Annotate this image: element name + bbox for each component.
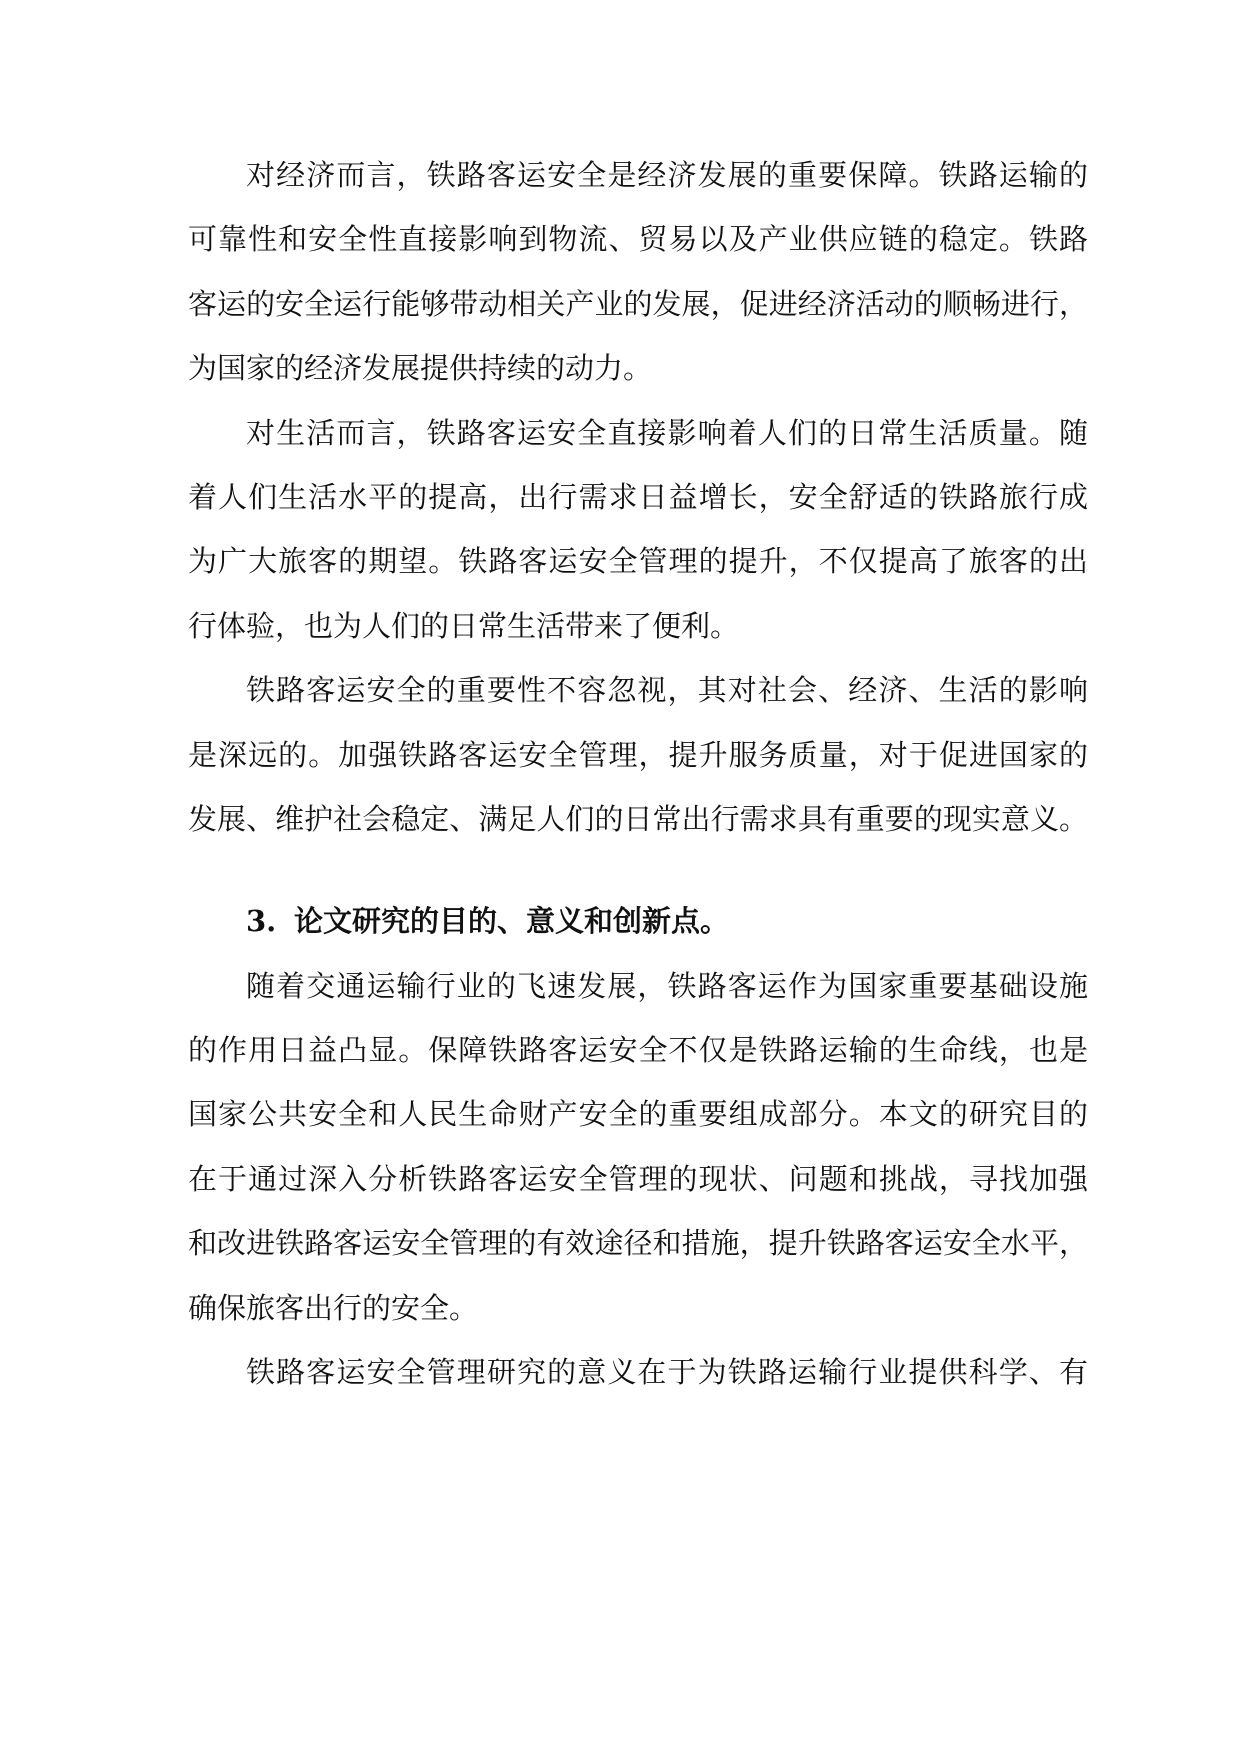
paragraph-line: 着人们生活水平的提高，出行需求日益增长，安全舒适的铁路旅行成 [188, 479, 1088, 514]
paragraph-line: 铁路客运安全的重要性不容忽视，其对社会、经济、生活的影响 [246, 673, 1088, 708]
paragraph-line: 为国家的经济发展提供持续的动力。 [188, 351, 653, 386]
body-text [188, 143, 1088, 1404]
paragraph-line: 在于通过深入分析铁路客运安全管理的现状、问题和挑战，寻找加强 [188, 1161, 1088, 1196]
paragraph-daily-life [188, 401, 1088, 659]
paragraph-line: 发展、维护社会稳定、满足人们的日常出行需求具有重要的现实意义。 [188, 801, 1088, 836]
section-number: 3. [246, 904, 277, 939]
paragraph-line: 确保旅客出行的安全。 [188, 1290, 479, 1325]
paragraph-line: 国家公共安全和人民生命财产安全的重要组成部分。本文的研究目的 [188, 1097, 1088, 1132]
paragraph-line: 客运的安全运行能够带动相关产业的发展，促进经济活动的顺畅进行， [188, 286, 1088, 321]
paragraph-importance [188, 658, 1088, 851]
paragraph-research-significance [188, 1340, 1088, 1404]
section-title: 论文研究的目的、意义和创新点。 [294, 904, 730, 939]
paragraph-line: 随着交通运输行业的飞速发展，铁路客运作为国家重要基础设施 [246, 968, 1088, 1003]
section-heading [188, 889, 1088, 953]
paragraph-line: 铁路客运安全管理研究的意义在于为铁路运输行业提供科学、有 [246, 1355, 1088, 1390]
paragraph-line: 的作用日益凸显。保障铁路客运安全不仅是铁路运输的生命线，也是 [188, 1033, 1088, 1068]
paragraph-line: 对生活而言，铁路客运安全直接影响着人们的日常生活质量。随 [246, 415, 1088, 450]
paragraph-line: 对经济而言，铁路客运安全是经济发展的重要保障。铁路运输的 [246, 158, 1088, 192]
paragraph-line: 是深远的。加强铁路客运安全管理，提升服务质量，对于促进国家的 [188, 737, 1088, 772]
paragraph-line: 可靠性和安全性直接影响到物流、贸易以及产业供应链的稳定。铁路 [188, 222, 1088, 257]
paragraph-line: 为广大旅客的期望。铁路客运安全管理的提升，不仅提高了旅客的出 [188, 544, 1088, 579]
paragraph-research-purpose [188, 954, 1088, 1340]
paragraph-line: 和改进铁路客运安全管理的有效途径和措施，提升铁路客运安全水平， [188, 1226, 1088, 1261]
paragraph-line: 行体验，也为人们的日常生活带来了便利。 [188, 608, 740, 643]
paragraph-economy [188, 143, 1088, 401]
